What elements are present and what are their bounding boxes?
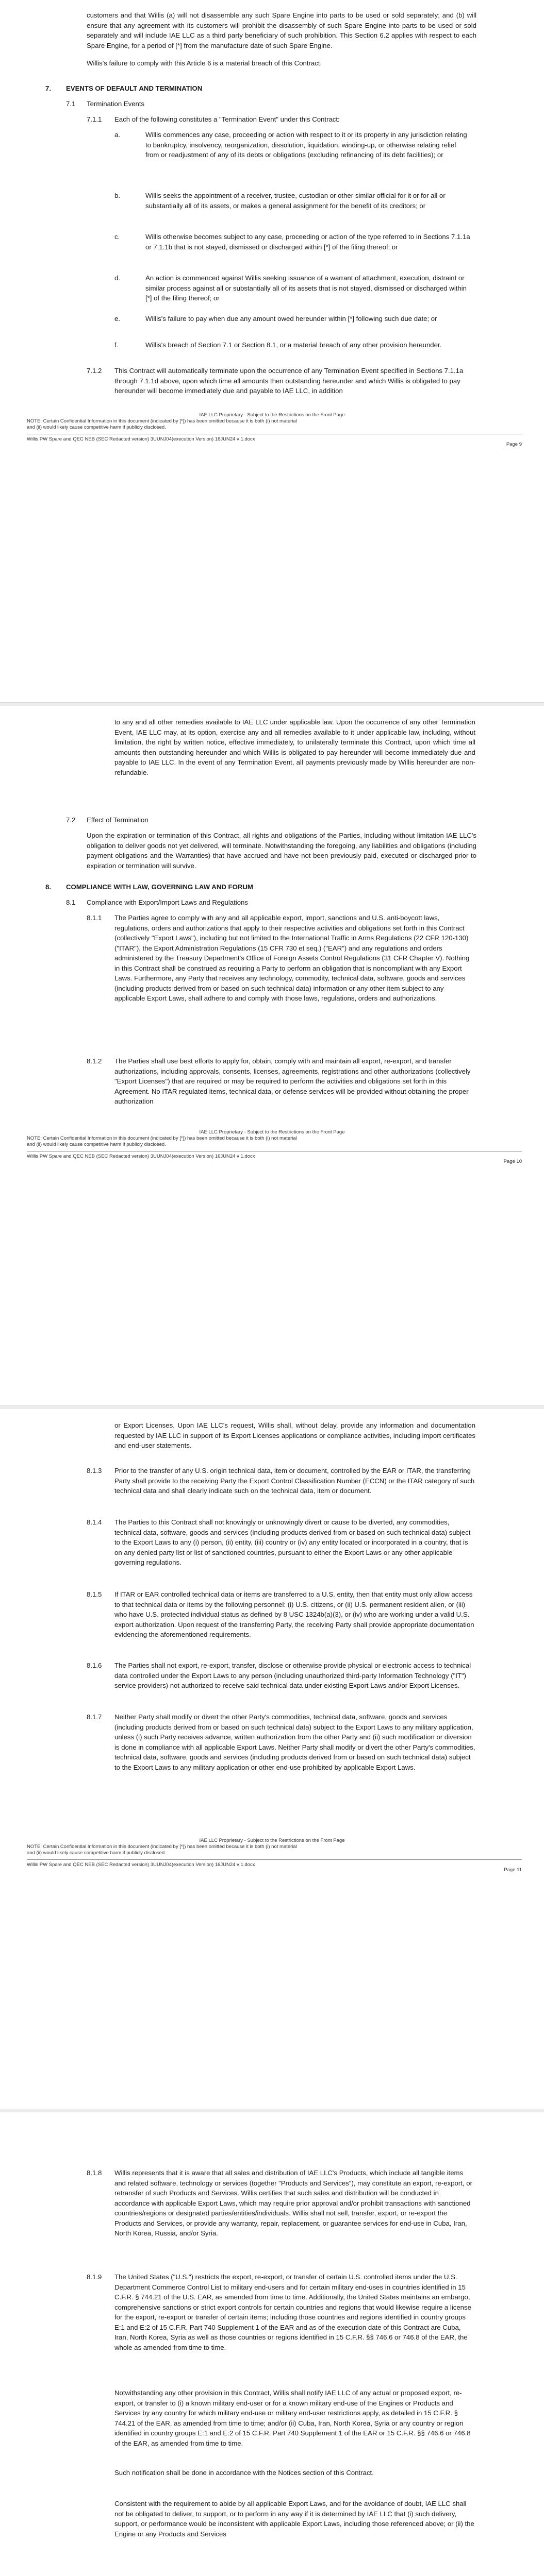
section-8-1-9-number: 8.1.9 (87, 2273, 102, 2281)
section-8-1-9-text: The United States ("U.S.") restricts the export, re-export, or transfer of certain U.S. controlled items under the U.S. Department Commerce Control List to military end-users and for certain military end-uses in countries identified in 15 C.F.R. § 744.21 of the U.S. EAR, as amended from time to time. Additionally, the United States maintains an embargo, comprehensive sanctions or strict export controls for certain countries and regions that would likewise require a license for the export, re-export or transfer of certain items; including those countries and regions identified in country groups E:1 and E:2 of 15 C.F.R. Part 740 Supplement 1 of the EAR and as of the execution date of this Contract are Cuba, Iran, North Korea, Syria as well as those countries or regions identified in 15 C.F.R. §§ 746.6 or 746.8 of the EAR, the whole as amended from time to time. (114, 2273, 471, 2351)
notices-paragraph: Such notification shall be done in accordance with the Notices section of this Contract. (114, 2469, 374, 2477)
item-e-label: e. (114, 315, 120, 323)
section-8-1-8-text: Willis represents that it is aware that all sales and distribution of IAE LLC's Products, which include all tangible items and related software, technology or services (together "Products and Services"), may constitute an export, re-export, or retransfer of such Products and Services. Willis certifies that such sales and distribution will be conducted in accordance with applicable Export Laws, which may require prior approval and/or prohibit transactions with sanctioned countries/regions or designated parties/entities/individuals. Willis shall not sell, transfer, export, or re-export the Products and Services, or provide any warranty, repair, replacement, or guarantee services for end-use in Cuba, Iran, North Korea, Russia, and/or Syria. (114, 2169, 472, 2237)
notification-paragraph: Notwithstanding any other provision in this Contract, Willis shall notify IAE LLC of any actual or proposed export, re-export, or transfer to (i) a known military end-user or for a known military end-use of the Engines or Products and Services by any country for which military end-use or military end-user restrictions apply, as detailed in 15 C.F.R. § 744.21 of the EAR, as amended from time to time; and/or (ii) Cuba, Iran, North Korea, Syria or any country or region identified in country groups E:1 and E:2 of 15 C.F.R. Part 740 Supplement 1 of the EAR or 15 C.F.R. §§ 746.6 or 746.8 of the EAR, as amended from time to time. (114, 2389, 471, 2447)
section-8-1-3-text: Prior to the transfer of any U.S. origin technical data, item or document, controlled by the EAR or ITAR, the transferring Party shall provide to the receiving Party the Export Control Classification Number (ECCN) or the ITAR category of such technical data and shall clearly indicate such on the technical data, item or document. (114, 1467, 475, 1495)
section-7-2-title: Effect of Termination (87, 816, 149, 824)
page-4 (0, 2112, 544, 2576)
section-8-1-5-text: If ITAR or EAR controlled technical data or items are transferred to a U.S. entity, then that entity must only allow access to that technical data or items by the following personnel: (i) U.S. citizens, or (ii) U.S. permanent resident alien, or (iii) who have U.S. protected individual status as defined by 8 USC 1324b(a)(3), or (iv) who are working under a valid U.S. export authorization. Upon request of the transferring Party, the receiving Party shall provide appropriate documentation evidencing the aforementioned requirements. (114, 1590, 474, 1638)
section-8-1-2-number: 8.1.2 (87, 1057, 102, 1065)
section-8-1-1-number: 8.1.1 (87, 914, 102, 922)
section-8-1-1-text: The Parties agree to comply with any and all applicable export, import, sanctions and U.S. anti-boycott laws, regulations, orders and authorizations that apply to their respective activities and obligations set forth in this Contract (collectively "Export Laws"), including but not limited to the International Traffic in Arms Regulations (22 CFR 120-130) ("ITAR"), the Export Administration Regulations (15 CFR 730 et seq.) ("EAR") and any regulations and orders administered by the Treasury Department's Office of Foreign Assets Control Regulations (31 CFR Chapter V). Nothing in this Contract shall be construed as requiring a Party to perform an obligation that is noncompliant with any Export Laws. Furthermore, any Party that receives any technology, commodity, technical data, software, goods and services (including products derived from or based on such technical data) information or any other item subject to any applicable Export Laws, shall adhere to and comply with those laws, regulations, orders and authorizations. (114, 914, 470, 1002)
item-b-text: Willis seeks the appointment of a receiver, trustee, custodian or other similar official for it or for all or substantially all of its assets, or makes a general assignment for the benefit of its creditors; or (145, 192, 446, 210)
item-d-text: An action is commenced against Willis seeking issuance of a warrant of attachment, execution, distraint or similar process against all or substantially all of its assets that is not stayed, dismissed or discharged within [*] of the filing thereof; or (145, 274, 467, 302)
item-c-label: c. (114, 233, 120, 241)
footer-doc-id: Willis PW Spare and QEC NEB (SEC Redacted version) 3UUNJ04(execution Version) 16JUN24 v 1.docx (27, 1154, 255, 1159)
footer-divider (27, 1859, 522, 1860)
section-7-1-1-text: Each of the following constitutes a "Termination Event" under this Contract: (114, 115, 340, 123)
section-8-1-6-text: The Parties shall not export, re-export, transfer, disclose or otherwise provide physical or electronic access to technical data controlled under the Export Laws to any person (including unauthorized third-party Information Technology ("IT") service providers) not authorized to receive said technical data under existing Export Laws and/or Export Licenses. (114, 1662, 471, 1689)
consistency-paragraph: Consistent with the requirement to abide by all applicable Export Laws, and for the avoidance of doubt, IAE LLC shall not be obligated to deliver, to support, or to perform in any way if it is determined by IAE LLC that (i) such delivery, support, or performance would be inconsistent with applicable Export Laws, including those referenced above; or (ii) the Engine or any Products and Services (114, 2500, 474, 2538)
footer-doc-id: Willis PW Spare and QEC NEB (SEC Redacted version) 3UUNJ04(execution Version) 16JUN24 v 1.docx (27, 436, 255, 442)
item-a-text: Willis commences any case, proceeding or action with respect to it or its property in any jurisdiction relating to bankruptcy, insolvency, reorganization, dissolution, liquidation, winding-up, or otherwise relating relief from or readjustment of any of its debts or obligations (excluding refinancing of its debt facilities); or (145, 131, 467, 159)
section-8-1-7-text: Neither Party shall modify or divert the other Party's commodities, technical data, software, goods and services (including products derived from or based on such technical data) subject to the Export Laws to any military application, unless (i) such Party receives advance, written authorization from the other Party and (ii) such modification or diversion is done in compliance with all applicable Export Laws. Neither Party shall modify or divert the other Party's commodities, technical data, software, goods and services (including products derived from or based on such technical data) subject to the Export Laws to any military application or other end-use prohibited by applicable Export Laws. (114, 1713, 475, 1771)
section-8-1-2-text: The Parties shall use best efforts to apply for, obtain, comply with and maintain all export, re-export, and transfer authorizations, including approvals, consents, licenses, agreements, registrations and other authorizations (collectively "Export Licenses") that are required or may be required to perform the activities and obligations set forth in this Agreement. No ITAR regulated items, technical data, or defense services will be provided without obtaining the proper authorization (114, 1057, 471, 1105)
footer-note-2: and (ii) would likely cause competitive harm if publicly disclosed. (27, 1850, 166, 1856)
section-8-1-number: 8.1 (66, 899, 76, 906)
breach-paragraph: Willis's failure to comply with this Article 6 is a material breach of this Contract. (87, 59, 322, 67)
footer-note-1: NOTE: Certain Confidential Information in this document (indicated by [*]) has been omitted because it is both (i) not material (27, 418, 297, 424)
item-f-label: f. (114, 341, 119, 349)
section-8-title: COMPLIANCE WITH LAW, GOVERNING LAW AND FORUM (66, 883, 253, 891)
section-8-1-4-number: 8.1.4 (87, 1518, 102, 1526)
section-7-2-number: 7.2 (66, 816, 76, 824)
footer-proprietary: IAE LLC Proprietary - Subject to the Restrictions on the Front Page (199, 1838, 345, 1843)
page-number: Page 11 (504, 1867, 522, 1873)
item-a-label: a. (114, 131, 120, 139)
footer-proprietary: IAE LLC Proprietary - Subject to the Restrictions on the Front Page (199, 1129, 345, 1135)
footer-proprietary: IAE LLC Proprietary - Subject to the Restrictions on the Front Page (199, 412, 345, 418)
section-8-1-5-number: 8.1.5 (87, 1590, 102, 1598)
page-1 (0, 0, 544, 703)
page-3 (0, 1409, 544, 2110)
item-d-label: d. (114, 274, 120, 282)
page-number: Page 9 (506, 442, 522, 447)
intro-paragraph: customers and that Willis (a) will not disassemble any such Spare Engine into parts to be used or sold separately; and (b) will ensure that any agreement with its customers will prohibit the disassembly of such Spare Engine into parts to be used or sold separately and will include IAE LLC as a third party beneficiary of such prohibition. This Section 6.2 applies with respect to each Spare Engine, for a period of [*] from the manufacture date of such Spare Engine. (87, 11, 476, 49)
item-b-label: b. (114, 192, 120, 199)
page-number: Page 10 (503, 1159, 522, 1164)
section-8-1-3-number: 8.1.3 (87, 1467, 102, 1475)
page-2 (0, 706, 544, 1406)
section-7-1-2-number: 7.1.2 (87, 367, 102, 375)
section-8-1-title: Compliance with Export/Import Laws and Regulations (87, 899, 248, 906)
section-7-1-number: 7.1 (66, 100, 76, 108)
termination-continuation: to any and all other remedies available to IAE LLC under applicable law. Upon the occurrence of any other Termination Event, IAE LLC may, at its option, exercise any and all remedies available to it under applicable law, including, without limitation, the right by written notice, effective immediately, to unilaterally terminate this Contract, upon which time all amounts then outstanding hereunder and which Willis is obligated to pay hereunder will become immediately due and payable to IAE LLC. In the event of any Termination Event, all payments previously made by Willis hereunder are non-refundable. (114, 718, 475, 776)
section-7-1-1-number: 7.1.1 (87, 115, 102, 123)
section-8-number: 8. (45, 883, 51, 891)
section-8-1-6-number: 8.1.6 (87, 1662, 102, 1669)
section-7-title: EVENTS OF DEFAULT AND TERMINATION (66, 84, 203, 92)
section-7-1-title: Termination Events (87, 100, 145, 108)
item-f-text: Willis's breach of Section 7.1 or Section 8.1, or a material breach of any other provision hereunder. (145, 341, 442, 349)
export-continuation: or Export Licenses. Upon IAE LLC's request, Willis shall, without delay, provide any information and documentation requested by IAE LLC in support of its Export Licenses applications or compliance activities, including import certificates and end-user statements. (114, 1421, 475, 1449)
item-c-text: Willis otherwise becomes subject to any case, proceeding or action of the type referred to in Sections 7.1.1a or 7.1.1b that is not stayed, dismissed or discharged within [*] of the filing thereof; or (145, 233, 470, 251)
footer-doc-id: Willis PW Spare and QEC NEB (SEC Redacted version) 3UUNJ04(execution Version) 16JUN24 v 1.docx (27, 1862, 255, 1868)
footer-note-1: NOTE: Certain Confidential Information in this document (indicated by [*]) has been omitted because it is both (i) not material (27, 1844, 297, 1850)
footer-note-2: and (ii) would likely cause competitive harm if publicly disclosed. (27, 1142, 166, 1147)
section-7-2-text: Upon the expiration or termination of this Contract, all rights and obligations of the Parties, including without limitation IAE LLC's obligation to deliver goods not yet delivered, will terminate. Notwithstanding the foregoing, any liabilities and obligations (including payment obligations and the Warranties) that have accrued and have not been previously paid, executed or discharged prior to expiration or termination will survive. (87, 832, 476, 870)
section-8-1-7-number: 8.1.7 (87, 1713, 102, 1721)
footer-note-1: NOTE: Certain Confidential Information in this document (indicated by [*]) has been omitted because it is both (i) not material (27, 1136, 297, 1141)
section-8-1-8-number: 8.1.8 (87, 2169, 102, 2177)
item-e-text: Willis's failure to pay when due any amount owed hereunder within [*] following such due date; or (145, 315, 437, 323)
section-7-1-2-text: This Contract will automatically terminate upon the occurrence of any Termination Event specified in Sections 7.1.1a through 7.1.1d above, upon which time all amounts then outstanding hereunder and which Willis is obligated to pay hereunder will become immediately due and payable to IAE LLC, in addition (114, 367, 464, 395)
footer-note-2: and (ii) would likely cause competitive harm if publicly disclosed. (27, 425, 166, 430)
section-8-1-4-text: The Parties to this Contract shall not knowingly or unknowingly divert or cause to be diverted, any commodities, technical data, software, goods and services (including products derived from or based on such technical data) subject to the Export Laws to any (i) person, (ii) entity, (iii) country or (iv) any entity located or incorporated in a country, that is on any denied party list or list of sanctioned countries, pursuant to either the Export Laws or any other applicable governing regulations. (114, 1518, 471, 1566)
section-7-number: 7. (45, 84, 51, 92)
